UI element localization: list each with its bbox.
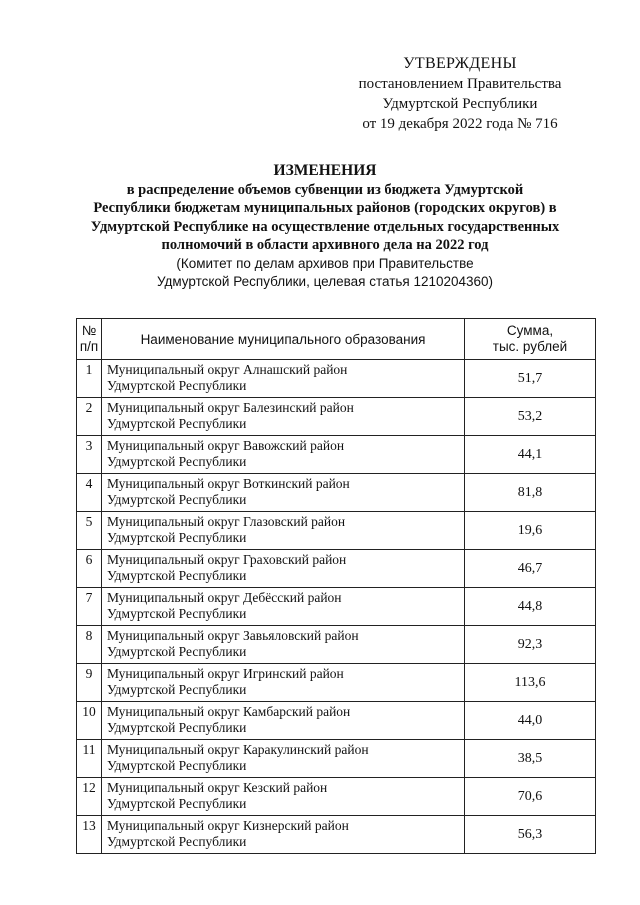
row-number: 1 (77, 360, 102, 398)
row-name-line1: Муниципальный округ Балезинский район (107, 400, 354, 415)
title-subtitle-line: полномочий в области архивного дела на 2022 год (161, 237, 489, 253)
row-name-line2: Удмуртской Республики (107, 758, 247, 773)
row-name (102, 664, 465, 702)
table-row (77, 816, 596, 854)
approval-stamp (300, 54, 620, 134)
row-name (102, 740, 465, 778)
row-name-line1: Муниципальный округ Камбарский район (107, 704, 351, 719)
row-number: 2 (77, 398, 102, 436)
table-row (77, 474, 596, 512)
row-number: 5 (77, 512, 102, 550)
table-body (77, 360, 596, 854)
row-name (102, 588, 465, 626)
header-num-line1: № (81, 323, 97, 338)
table-row (77, 436, 596, 474)
row-sum: 81,8 (465, 474, 596, 512)
table-row (77, 550, 596, 588)
row-name-line2: Удмуртской Республики (107, 492, 247, 507)
table-row (77, 588, 596, 626)
title-subtitle-line: Удмуртской Республике на осуществление отдельных государственных (90, 218, 560, 235)
header-name: Наименование муниципального образования (102, 319, 465, 360)
table-row (77, 702, 596, 740)
row-name (102, 360, 465, 398)
row-name-line2: Удмуртской Республики (107, 834, 247, 849)
table-row (77, 778, 596, 816)
table-row (77, 398, 596, 436)
row-sum: 70,6 (465, 778, 596, 816)
row-sum: 92,3 (465, 626, 596, 664)
row-sum: 53,2 (465, 398, 596, 436)
row-sum: 46,7 (465, 550, 596, 588)
table-row (77, 360, 596, 398)
table-row (77, 664, 596, 702)
header-num (77, 319, 102, 360)
title-subtitle-line: Республики бюджетам муниципальных районов (городских округов) в (93, 200, 557, 216)
row-name-line1: Муниципальный округ Глазовский район (107, 514, 346, 529)
title-subtitle-line: в распределение объемов субвенции из бюджета Удмуртской (126, 181, 524, 198)
row-name-line1: Муниципальный округ Дебёсский район (107, 590, 342, 605)
header-sum (465, 319, 596, 360)
row-name (102, 816, 465, 854)
approval-heading: УТВЕРЖДЕНЫ (403, 55, 517, 72)
row-name (102, 398, 465, 436)
row-name-line2: Удмуртской Республики (107, 682, 247, 697)
row-name (102, 474, 465, 512)
row-sum: 44,0 (465, 702, 596, 740)
row-name-line1: Муниципальный округ Кизнерский район (107, 818, 349, 833)
row-number: 3 (77, 436, 102, 474)
table-row (77, 626, 596, 664)
row-name-line1: Муниципальный округ Каракулинский район (107, 742, 369, 757)
row-number: 4 (77, 474, 102, 512)
row-name (102, 702, 465, 740)
row-sum: 113,6 (465, 664, 596, 702)
row-name (102, 512, 465, 550)
header-sum-line2: тыс. рублей (492, 339, 568, 354)
row-name (102, 626, 465, 664)
row-name-line1: Муниципальный округ Воткинский район (107, 476, 350, 491)
row-sum: 38,5 (465, 740, 596, 778)
header-num-line2: п/п (79, 339, 99, 354)
row-name-line2: Удмуртской Республики (107, 378, 247, 393)
row-name-line2: Удмуртской Республики (107, 796, 247, 811)
row-name (102, 778, 465, 816)
title-note-line: (Комитет по делам архивов при Правительстве (176, 255, 474, 271)
approval-line: постановлением Правительства (358, 76, 562, 92)
table-row (77, 740, 596, 778)
row-name (102, 550, 465, 588)
row-name-line2: Удмуртской Республики (107, 530, 247, 545)
row-name-line1: Муниципальный округ Вавожский район (107, 438, 345, 453)
row-name-line2: Удмуртской Республики (107, 416, 247, 431)
table-row (77, 512, 596, 550)
row-sum: 56,3 (465, 816, 596, 854)
document-title (60, 162, 590, 291)
distribution-table (76, 318, 596, 854)
row-number: 8 (77, 626, 102, 664)
row-name (102, 436, 465, 474)
row-number: 13 (77, 816, 102, 854)
table-header-row (77, 319, 596, 360)
row-sum: 44,1 (465, 436, 596, 474)
row-name-line2: Удмуртской Республики (107, 606, 247, 621)
row-number: 9 (77, 664, 102, 702)
row-number: 7 (77, 588, 102, 626)
title-main: ИЗМЕНЕНИЯ (273, 162, 377, 179)
row-name-line2: Удмуртской Республики (107, 454, 247, 469)
row-name-line1: Муниципальный округ Завьяловский район (107, 628, 359, 643)
approval-date: от 19 декабря 2022 года № 716 (362, 116, 558, 132)
row-number: 10 (77, 702, 102, 740)
row-name-line2: Удмуртской Республики (107, 644, 247, 659)
row-name-line1: Муниципальный округ Кезский район (107, 780, 328, 795)
row-number: 11 (77, 740, 102, 778)
header-sum-line1: Сумма, (506, 323, 554, 338)
row-number: 12 (77, 778, 102, 816)
title-note-line: Удмуртской Республики, целевая статья 1210204360) (156, 273, 494, 289)
row-number: 6 (77, 550, 102, 588)
row-name-line1: Муниципальный округ Граховский район (107, 552, 347, 567)
row-name-line2: Удмуртской Республики (107, 720, 247, 735)
row-sum: 51,7 (465, 360, 596, 398)
approval-line: Удмуртской Республики (382, 96, 538, 112)
row-sum: 19,6 (465, 512, 596, 550)
row-name-line2: Удмуртской Республики (107, 568, 247, 583)
row-sum: 44,8 (465, 588, 596, 626)
row-name-line1: Муниципальный округ Игринский район (107, 666, 344, 681)
row-name-line1: Муниципальный округ Алнашский район (107, 362, 348, 377)
